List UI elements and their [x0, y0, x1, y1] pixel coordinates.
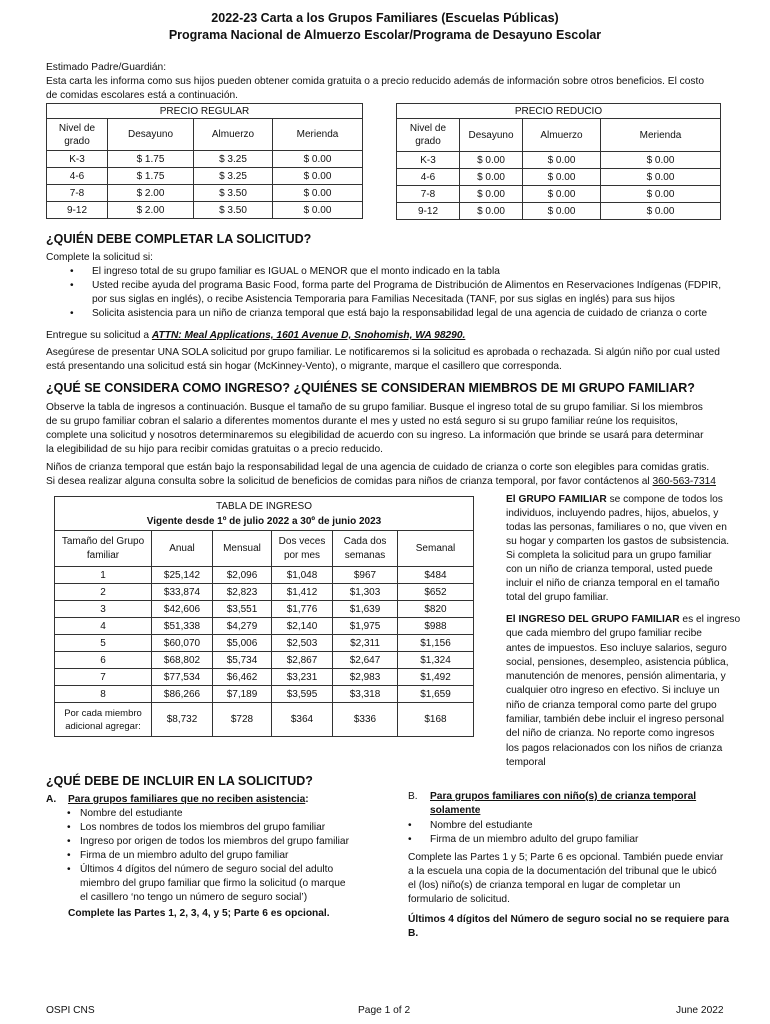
bullet-icon: •	[408, 834, 412, 845]
table-cell: $ 0.00	[601, 186, 721, 203]
table-cell: $3,231	[272, 669, 333, 686]
table-cell: $988	[398, 618, 474, 635]
column-header: Cada dos semanas	[333, 531, 398, 567]
table-cell: $2,823	[213, 584, 272, 601]
table-cell: $ 0.00	[460, 186, 523, 203]
table-row	[55, 584, 474, 601]
table-cell: $60,070	[152, 635, 213, 652]
table-cell: $ 0.00	[523, 152, 601, 169]
column-header: Anual	[152, 531, 213, 567]
household-definition: El GRUPO FAMILIAR se compone de todos los individuos, incluyendo padres, hijos, abuelos, y todas las personas, familiares o no, que viven en su hogar y comparten los gastos de subsistencia. Si completa la solicitud para un grupo familiar con un niño de crianza temporal, usted puede incluir el niño de crianza temporal en el tamaño total del grupo familiar.	[506, 494, 730, 603]
table-cell: $1,156	[398, 635, 474, 652]
column-header: Almuerzo	[523, 119, 601, 152]
table-cell: $6,462	[213, 669, 272, 686]
table-cell: $1,324	[398, 652, 474, 669]
include-part-a: A. Para grupos familiares que no reciben asistencia:	[46, 794, 309, 805]
table-cell: $336	[333, 703, 398, 737]
part-b-paragraph: Complete las Partes 1 y 5; Parte 6 es opcional. También puede enviar a la escuela una copia de la documentación del tribunal que le ubicó el (los) niño(s) de crianza temporal en lugar de completar un formulario de solicitud.	[408, 852, 724, 905]
column-header: Nivel de grado	[47, 119, 108, 151]
table-cell: 4-6	[47, 168, 108, 185]
list-item: • Solicita asistencia para un niño de crianza temporal que está bajo la responsabilidad legal de una agencia de cuidado de crianza o corte	[70, 308, 708, 319]
table-row	[397, 186, 721, 203]
bullet-icon: •	[67, 836, 71, 847]
table-cell: $5,734	[213, 652, 272, 669]
table-cell: $1,492	[398, 669, 474, 686]
one-app-line: Asegúrese de presentar UNA SOLA solicitud por grupo familiar. Le notificaremos si la solicitud es aprobada o rechazada. Si algún niño por cual usted	[46, 347, 720, 358]
table-cell: $820	[398, 601, 474, 618]
household-income-term: El INGRESO DEL GRUPO FAMILIAR	[506, 614, 680, 625]
document-title: 2022-23 Carta a los Grupos Familiares (Escuelas Públicas)	[211, 11, 559, 25]
table-cell: $ 2.00	[108, 185, 194, 202]
table-caption: PRECIO REGULAR	[47, 104, 363, 119]
list-item: • Últimos 4 dígitos del número de seguro social del adulto	[67, 864, 334, 875]
table-cell: 3	[55, 601, 152, 618]
table-cell: $ 0.00	[273, 168, 363, 185]
bullet-icon: •	[67, 822, 71, 833]
table-cell: 2	[55, 584, 152, 601]
list-item: • Nombre del estudiante	[67, 808, 183, 819]
table-cell: $ 0.00	[601, 203, 721, 220]
table-cell: $ 0.00	[460, 152, 523, 169]
table-row	[397, 203, 721, 220]
table-cell: $4,279	[213, 618, 272, 635]
table-cell: 9-12	[397, 203, 460, 220]
bullet-icon: •	[408, 820, 412, 831]
table-row	[55, 601, 474, 618]
reduced-price-table	[396, 103, 721, 220]
table-cell: 8	[55, 686, 152, 703]
list-item: • El ingreso total de su grupo familiar es IGUAL o MENOR que el monto indicado en la tabla	[70, 266, 500, 277]
table-cell: 7	[55, 669, 152, 686]
list-item-cont: por sus siglas en inglés), o recibe Asistencia Temporaria para Familias Necesitada (TANF, por sus siglas en inglés) para sus hijos	[92, 294, 675, 305]
table-cell: 7-8	[397, 186, 460, 203]
income-table-title	[55, 497, 474, 531]
table-cell: $2,311	[333, 635, 398, 652]
footer-left: OSPI CNS	[46, 1005, 95, 1016]
table-cell: $652	[398, 584, 474, 601]
delivery-address: ATTN: Meal Applications, 1601 Avenue D, Snohomish, WA 98290.	[151, 330, 466, 341]
table-cell: $1,048	[272, 567, 333, 584]
list-item: • Los nombres de todos los miembros del grupo familiar	[67, 822, 326, 833]
table-cell: Por cada miembro adicional agregar:	[55, 703, 152, 737]
table-cell: $51,338	[152, 618, 213, 635]
greeting: Estimado Padre/Guardián:	[46, 62, 167, 73]
column-header: Desayuno	[460, 119, 523, 152]
table-cell: $ 0.00	[273, 151, 363, 168]
section-heading-who: ¿QUIÉN DEBE COMPLETAR LA SOLICITUD?	[46, 232, 312, 246]
list-item: • Nombre del estudiante	[408, 820, 533, 831]
list-item-cont: el casillero ‘no tengo un número de seguro social’)	[80, 892, 308, 903]
column-header: Nivel de grado	[397, 119, 460, 152]
one-app-line: está presentando una solicitud está sin hogar (McKinney-Vento), o migrante, marque el casillero que corresponda.	[46, 361, 562, 372]
part-b-title: Para grupos familiares con niño(s) de crianza temporal	[430, 791, 697, 802]
table-cell: $2,647	[333, 652, 398, 669]
column-header: Dos veces por mes	[272, 531, 333, 567]
bullet-icon: •	[70, 280, 74, 291]
table-cell: $1,303	[333, 584, 398, 601]
footer-page-number: Page 1 of 2	[358, 1005, 411, 1016]
table-cell: $ 3.50	[194, 185, 273, 202]
table-cell: $ 0.00	[273, 202, 363, 219]
table-cell: 6	[55, 652, 152, 669]
table-cell: $ 3.25	[194, 168, 273, 185]
regular-price-table	[46, 103, 363, 219]
section-heading-include: ¿QUÉ DEBE DE INCLUIR EN LA SOLICITUD?	[46, 774, 313, 788]
table-row	[47, 202, 363, 219]
bullet-icon: •	[70, 266, 74, 277]
table-cell: $ 0.00	[523, 203, 601, 220]
who-lead: Complete la solicitud si:	[46, 252, 154, 263]
table-row	[397, 169, 721, 186]
table-cell: $ 3.50	[194, 202, 273, 219]
column-header: Semanal	[398, 531, 474, 567]
income-table	[54, 496, 474, 737]
table-cell: $ 0.00	[523, 169, 601, 186]
part-b-items	[408, 819, 730, 847]
table-row	[47, 185, 363, 202]
table-caption: PRECIO REDUCIO	[397, 104, 721, 119]
column-header: Desayuno	[108, 119, 194, 151]
part-b-note: Últimos 4 dígitos del Número de seguro social no se requiere para B.	[408, 914, 729, 939]
income-para-line: de su grupo familiar cobran el salario a diferentes momentos durante el mes y usted no está seguro si su grupo familiar reúne los requisitos,	[46, 416, 678, 427]
table-cell: $ 3.25	[194, 151, 273, 168]
table-row	[55, 567, 474, 584]
table-cell: 5	[55, 635, 152, 652]
column-header: Tamaño del Grupo familiar	[55, 531, 152, 567]
income-para-line: complete una solicitud y nosotros determinaremos su elegibilidad de acuerdo con su ingreso. La información que brinde se usará para determinar	[46, 430, 704, 441]
column-header: Almuerzo	[194, 119, 273, 151]
table-subtitle: Vigente desde 1º de julio 2022 a 30º de junio 2023	[146, 515, 382, 527]
table-cell: $1,412	[272, 584, 333, 601]
table-cell: $364	[272, 703, 333, 737]
table-row	[55, 618, 474, 635]
part-a-complete: Complete las Partes 1, 2, 3, 4, y 5; Parte 6 es opcional.	[68, 908, 330, 919]
bullet-icon: •	[67, 850, 71, 861]
phone-link[interactable]: 360-563-7314	[652, 476, 716, 487]
table-cell: $77,534	[152, 669, 213, 686]
table-cell: $2,867	[272, 652, 333, 669]
household-income-definition: El INGRESO DEL GRUPO FAMILIAR es el ingreso que cada miembro del grupo familiar recibe antes de impuestos. Eso incluye salarios, seguro social, pensiones, desempleo, asistencia pública, manutención de menores, pensión alimentaria, y cualquier otro ingreso en efectivo. Si incluye un niño de crianza temporal como parte del grupo familiar, también debe incluir el ingreso personal del niño de crianza. No reporte como ingresos los pagos relacionados con los niños de crianza temporal	[506, 614, 741, 768]
table-cell: $ 1.75	[108, 151, 194, 168]
intro-line: de comidas escolares está a continuación.	[46, 90, 238, 101]
table-cell: $1,975	[333, 618, 398, 635]
include-part-b	[408, 790, 738, 818]
table-cell: $ 0.00	[460, 203, 523, 220]
table-cell: 4-6	[397, 169, 460, 186]
table-cell: $484	[398, 567, 474, 584]
table-cell: $728	[213, 703, 272, 737]
table-cell: $ 0.00	[273, 185, 363, 202]
table-cell: $7,189	[213, 686, 272, 703]
table-cell: $3,318	[333, 686, 398, 703]
table-cell: 7-8	[47, 185, 108, 202]
table-title: TABLA DE INGRESO	[216, 500, 312, 512]
bullet-icon: •	[70, 308, 74, 319]
table-cell: $168	[398, 703, 474, 737]
table-cell: $25,142	[152, 567, 213, 584]
table-cell: $967	[333, 567, 398, 584]
who-bullets	[70, 265, 732, 321]
intro-line: Esta carta les informa como sus hijos pueden obtener comida gratuita o a precio reducido además de información sobre otros beneficios. El costo	[46, 76, 705, 87]
part-a-items	[67, 807, 400, 905]
table-cell: $8,732	[152, 703, 213, 737]
table-cell: $ 1.75	[108, 168, 194, 185]
bullet-icon: •	[67, 808, 71, 819]
bullet-icon: •	[67, 864, 71, 875]
part-b-label: B.	[408, 791, 418, 802]
household-term: El GRUPO FAMILIAR	[506, 494, 607, 505]
column-header: Merienda	[601, 119, 721, 152]
table-row	[55, 703, 474, 737]
table-row	[55, 652, 474, 669]
table-cell: 9-12	[47, 202, 108, 219]
footer-date: June 2022	[676, 1005, 724, 1016]
table-cell: $1,776	[272, 601, 333, 618]
table-cell: $ 0.00	[523, 186, 601, 203]
table-row	[55, 635, 474, 652]
part-b-title-cont: solamente	[430, 805, 481, 816]
list-item: • Firma de un miembro adulto del grupo familiar	[67, 850, 289, 861]
table-cell: $5,006	[213, 635, 272, 652]
table-cell: $2,503	[272, 635, 333, 652]
list-item: • Ingreso por origen de todos los miembros del grupo familiar	[67, 836, 349, 847]
table-cell: $2,983	[333, 669, 398, 686]
table-cell: $68,802	[152, 652, 213, 669]
table-cell: $ 0.00	[460, 169, 523, 186]
table-cell: $1,639	[333, 601, 398, 618]
list-item-cont: miembro del grupo familiar que firmo la solicitud (o marque	[80, 878, 346, 889]
table-cell: $86,266	[152, 686, 213, 703]
table-cell: $2,096	[213, 567, 272, 584]
foster-line: Niños de crianza temporal que están bajo la responsabilidad legal de una agencia de cuidado de crianza o corte son elegibles para comidas gratis.	[46, 462, 710, 473]
table-cell: 4	[55, 618, 152, 635]
table-row	[47, 168, 363, 185]
income-para-line: Observe la tabla de ingresos a continuación. Busque el tamaño de su grupo familiar. Busque el ingreso total de su grupo familiar. Si los miembros	[46, 402, 703, 413]
table-cell: $33,874	[152, 584, 213, 601]
table-cell: $1,659	[398, 686, 474, 703]
table-cell: $3,551	[213, 601, 272, 618]
list-item: • Usted recibe ayuda del programa Basic Food, forma parte del Programa de Distribución de Alimentos en Reservaciones Indígenas (FDPIR,	[70, 280, 722, 291]
income-para-line: la elegibilidad de su hijo para recibir comidas gratuitas o a precio reducido.	[46, 444, 383, 455]
list-item: • Firma de un miembro adulto del grupo familiar	[408, 834, 639, 845]
part-a-title: Para grupos familiares que no reciben asistencia	[68, 794, 306, 805]
table-cell: 1	[55, 567, 152, 584]
table-cell: $42,606	[152, 601, 213, 618]
column-header: Mensual	[213, 531, 272, 567]
section-heading-income: ¿QUÉ SE CONSIDERA COMO INGRESO? ¿QUIÉNES SE CONSIDERAN MIEMBROS DE MI GRUPO FAMILIAR?	[46, 381, 695, 395]
part-a-label: A.	[46, 794, 57, 805]
table-cell: $2,140	[272, 618, 333, 635]
document-subtitle: Programa Nacional de Almuerzo Escolar/Programa de Desayuno Escolar	[168, 28, 602, 42]
table-cell: $ 2.00	[108, 202, 194, 219]
table-cell: $3,595	[272, 686, 333, 703]
table-row	[55, 669, 474, 686]
deliver-line: Entregue su solicitud a ATTN: Meal Applications, 1601 Avenue D, Snohomish, WA 98290.	[46, 330, 466, 341]
table-row	[55, 686, 474, 703]
table-row	[397, 152, 721, 169]
table-row	[47, 151, 363, 168]
table-cell: $ 0.00	[601, 152, 721, 169]
table-cell: K-3	[47, 151, 108, 168]
table-cell: K-3	[397, 152, 460, 169]
foster-line: Si desea realizar alguna consulta sobre la solicitud de beneficios de comidas para niños de crianza temporal, por favor contáctenos al 360-563-7314	[46, 476, 716, 487]
column-header: Merienda	[273, 119, 363, 151]
table-cell: $ 0.00	[601, 169, 721, 186]
